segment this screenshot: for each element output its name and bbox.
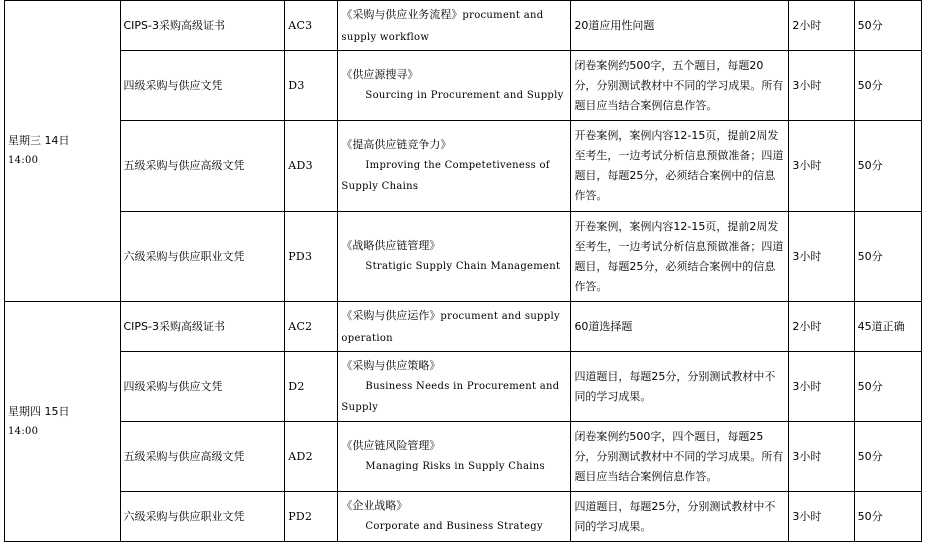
pass-mark-cell: 50分 [854,492,921,542]
qualification-cell: CIPS-3采购高级证书 [120,1,285,51]
code-cell: D2 [285,352,338,422]
subject-en: procument and supply workflow [341,9,544,43]
format-cell: 开卷案例，案例内容12-15页，提前2周发至考生，一边考试分析信息预做准备；四道题目，每题25分，必须结合案例中的信息作答。 [571,212,789,302]
table-row [5,212,922,302]
date-cell [5,1,121,302]
code-cell: PD3 [285,212,338,302]
subject-cn: 《提高供应链竞争力》 [341,138,452,151]
pass-mark-cell: 50分 [854,51,921,121]
subject-cn: 《采购与供应业务流程》 [341,7,463,21]
subject-en: Stratigic Supply Chain Management [365,261,561,272]
subject-en: Improving the Competetiveness of Supply Chains [341,160,550,192]
qualification-cell: 四级采购与供应文凭 [120,352,285,422]
table-row [5,121,922,212]
qualification-cell: 六级采购与供应职业文凭 [120,492,285,542]
duration-cell: 3小时 [789,352,854,422]
duration-cell: 2小时 [789,1,854,51]
qualification-cell: CIPS-3采购高级证书 [120,302,285,352]
duration-cell: 3小时 [789,121,854,212]
code-cell: D3 [285,51,338,121]
date-cell [5,302,121,542]
code-cell: AC2 [285,302,338,352]
table-row [5,422,922,492]
duration-cell: 3小时 [789,51,854,121]
exam-time: 14:00 [8,155,39,166]
subject-en: Business Needs in Procurement and Supply [341,380,560,413]
subject-cell [338,302,571,352]
subject-en: Managing Risks in Supply Chains [365,461,545,472]
duration-cell: 2小时 [789,302,854,352]
exam-schedule-table [4,0,922,542]
pass-mark-cell: 45道正确 [854,302,921,352]
pass-mark-cell: 50分 [854,1,921,51]
subject-en: procument and supply operation [341,310,560,344]
table-row [5,492,922,542]
format-cell: 闭卷案例约500字，五个题目，每题20分，分别测试教材中不同的学习成果。所有题目应当结合案例信息作答。 [571,51,789,121]
subject-cn: 《供应链风险管理》 [341,439,441,452]
format-cell: 四道题目，每题25分，分别测试教材中不同的学习成果。 [571,352,789,422]
code-cell: PD2 [285,492,338,542]
subject-cn: 《战略供应链管理》 [341,239,441,252]
exam-day: 星期三 14日 [8,134,70,147]
exam-day: 星期四 15日 [8,404,70,418]
code-cell: AD2 [285,422,338,492]
table-row [5,352,922,422]
pass-mark-cell: 50分 [854,352,921,422]
duration-cell: 3小时 [789,422,854,492]
format-cell: 闭卷案例约500字，四个题目，每题25分，分别测试教材中不同的学习成果。所有题目应当结合案例信息作答。 [571,422,789,492]
code-cell: AD3 [285,121,338,212]
subject-cell [338,51,571,121]
subject-cn: 《企业战略》 [341,499,408,512]
subject-en: Corporate and Business Strategy [365,521,543,532]
duration-cell: 3小时 [789,492,854,542]
schedule-body [5,1,922,542]
subject-cell [338,492,571,542]
code-cell: AC3 [285,1,338,51]
pass-mark-cell: 50分 [854,212,921,302]
qualification-cell: 六级采购与供应职业文凭 [120,212,285,302]
table-row [5,51,922,121]
format-cell: 60道选择题 [571,302,789,352]
exam-time: 14:00 [8,425,39,437]
subject-cell [338,212,571,302]
table-row [5,302,922,352]
subject-cell [338,121,571,212]
qualification-cell: 五级采购与供应高级文凭 [120,422,285,492]
qualification-cell: 五级采购与供应高级文凭 [120,121,285,212]
format-cell: 20道应用性问题 [571,1,789,51]
subject-cn: 《采购与供应策略》 [341,358,441,372]
subject-cell [338,352,571,422]
pass-mark-cell: 50分 [854,121,921,212]
subject-cell [338,1,571,51]
qualification-cell: 四级采购与供应文凭 [120,51,285,121]
subject-cn: 《供应源搜寻》 [341,68,419,81]
format-cell: 开卷案例，案例内容12-15页，提前2周发至考生，一边考试分析信息预做准备；四道题目，每题25分，必须结合案例中的信息作答。 [571,121,789,212]
subject-en: Sourcing in Procurement and Supply [365,90,564,101]
subject-cn: 《采购与供应运作》 [341,308,441,322]
duration-cell: 3小时 [789,212,854,302]
subject-cell [338,422,571,492]
table-row [5,1,922,51]
format-cell: 四道题目，每题25分，分别测试教材中不同的学习成果。 [571,492,789,542]
pass-mark-cell: 50分 [854,422,921,492]
